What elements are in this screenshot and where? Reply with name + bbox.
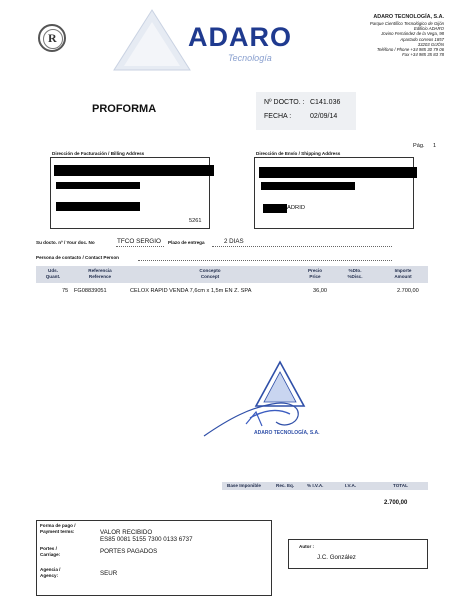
totals-iva-label: I.V.A. <box>345 483 357 488</box>
registered-seal <box>38 24 66 52</box>
page-number: 1 <box>433 143 437 149</box>
document-type: PROFORMA <box>92 103 157 115</box>
company-name: ADARO TECNOLOGÍA, S.A. <box>373 14 444 20</box>
payment-form-label: Forma de pago / Payment terms: <box>40 523 76 534</box>
your-doc-dotline <box>116 246 164 247</box>
company-address-1: Parque Científico Tecnológico de Gijón <box>369 21 444 26</box>
author-label: Autor : <box>299 544 315 549</box>
col-reference <box>78 268 122 279</box>
col-qty-es: Uds. <box>48 268 58 273</box>
col-qty <box>38 268 68 279</box>
col-qty-en: Quant. <box>45 273 61 279</box>
billing-address-box <box>50 157 210 229</box>
doc-number: C141.036 <box>310 99 341 106</box>
doc-info-panel <box>256 92 356 130</box>
row-qty: 75 <box>62 288 69 294</box>
billing-code: 5261 <box>189 218 202 224</box>
company-fax: Fax +34 985 35 83 78 <box>402 52 444 58</box>
agency-value: SEUR <box>100 570 118 577</box>
your-doc-value: TFCO SERGIO <box>117 238 162 245</box>
contact-dotline <box>138 260 392 261</box>
col-price <box>300 268 330 279</box>
col-concept-es: Concepto <box>199 268 221 273</box>
redacted-shipping-street <box>261 182 355 190</box>
payment-form-value-1: VALOR RECIBIDO <box>100 529 153 536</box>
seal-letter: R <box>48 31 57 45</box>
doc-date: 02/09/14 <box>310 113 338 120</box>
col-discount-es: %Dto. <box>348 268 362 273</box>
row-reference: FG08839051 <box>74 288 107 294</box>
carriage-label: Portes / Carriage: <box>40 546 61 557</box>
company-address-5: 33203 GIJÓN <box>417 41 444 47</box>
totals-receq-label: Rec. Eq. <box>276 483 295 488</box>
billing-title: Dirección de Facturación / Billing Address <box>52 151 145 156</box>
redacted-billing-street <box>56 182 140 189</box>
col-reference-en: Reference <box>88 273 112 279</box>
col-amount-en: Amount <box>394 273 412 279</box>
col-concept-en: Concept <box>200 273 220 279</box>
company-block <box>336 14 444 57</box>
redacted-billing-name <box>54 165 214 176</box>
company-logo <box>110 8 300 72</box>
col-discount-en: %Disc. <box>347 273 363 279</box>
doc-date-label: FECHA : <box>264 113 292 120</box>
your-doc-label: Su docto. nº / Your doc. No <box>36 240 95 245</box>
totals-total-value: 2.700,00 <box>384 500 408 506</box>
delivery-label: Plazo de entrega <box>168 240 205 245</box>
col-price-es: Precio <box>307 268 323 273</box>
company-address-4: Apartado correos 1857 <box>400 36 444 42</box>
row-price: 36,00 <box>313 288 327 294</box>
delivery-dotline <box>212 246 392 247</box>
shipping-address-box <box>254 157 414 229</box>
col-amount <box>388 268 418 279</box>
col-amount-es: Importe <box>394 268 412 273</box>
redacted-shipping-city <box>263 204 287 213</box>
row-concept: CELOX RAPID VENDA 7,6cm x 1,5m EN Z. SPA <box>130 288 252 294</box>
shipping-title: Dirección de Envío / Shipping Address <box>256 151 341 156</box>
totals-total-label: TOTAL <box>393 483 408 488</box>
redacted-billing-city <box>56 202 140 211</box>
company-address-3: Jovino Fernández de la Vega, 98 <box>381 31 444 37</box>
agency-label: Agencia / Agency: <box>40 567 61 578</box>
col-price-en: Price <box>309 273 321 279</box>
stamp-text: ADARO TECNOLOGÍA, S.A. <box>254 430 320 436</box>
logo-sub: Tecnología <box>228 53 272 63</box>
carriage-value: PORTES PAGADOS <box>100 548 158 555</box>
page-label: Pág. <box>413 143 425 149</box>
col-discount <box>340 268 370 279</box>
company-stamp <box>200 358 324 442</box>
totals-base-label: Base Imponible <box>227 483 261 488</box>
author-name: J.C. González <box>317 554 356 561</box>
redacted-shipping-name <box>259 167 417 178</box>
shipping-city-fragment: ADRID <box>287 205 306 211</box>
logo-word: ADARO <box>188 22 292 52</box>
company-phone: Teléfono / Phone +34 985 30 79 06 <box>376 47 444 53</box>
doc-number-label: Nº DOCTO. : <box>264 99 305 106</box>
row-amount: 2.700,00 <box>397 288 419 294</box>
col-concept <box>180 268 240 279</box>
col-reference-es: Referencia <box>88 268 112 273</box>
payment-form-value-2: ES85 0081 5155 7300 0133 6737 <box>100 536 193 543</box>
totals-ivapct-label: % I.V.A. <box>307 483 324 488</box>
delivery-value: 2 DIAS <box>224 238 244 245</box>
company-address-2: Edificio ADARO <box>413 26 444 32</box>
contact-label: Persona de contacto / Contact Person <box>36 255 119 260</box>
